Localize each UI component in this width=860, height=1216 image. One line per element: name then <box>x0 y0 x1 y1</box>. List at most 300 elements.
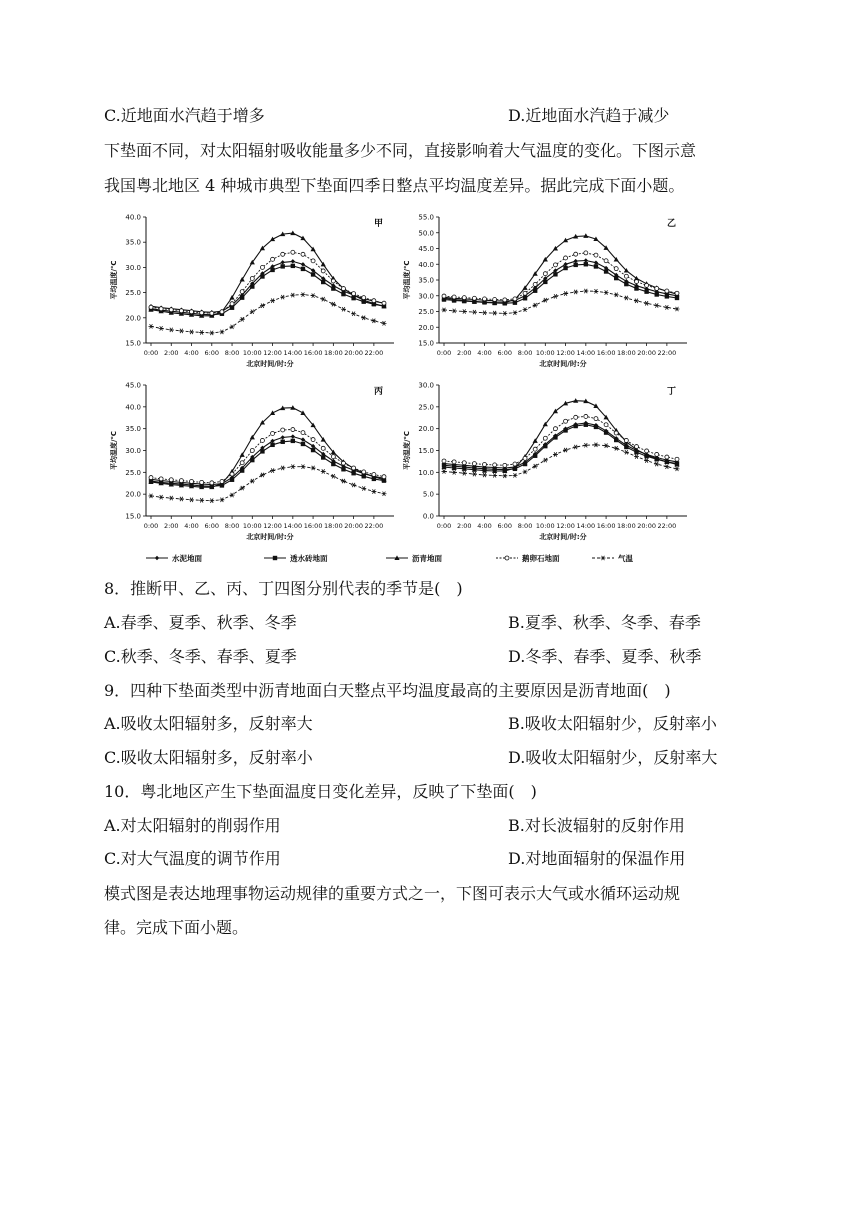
series-line-1 <box>444 423 677 468</box>
data-point <box>230 493 235 497</box>
data-point <box>260 449 264 453</box>
data-point <box>362 470 366 474</box>
y-tick-label: 50.0 <box>418 229 434 238</box>
data-point <box>543 280 547 284</box>
data-point <box>665 289 669 293</box>
y-tick-label: 30.0 <box>418 292 434 301</box>
data-point <box>199 498 204 502</box>
data-point <box>523 291 527 295</box>
y-tick-label: 45.0 <box>125 381 141 390</box>
x-tick-label: 2:00 <box>456 522 472 530</box>
q10-option-d: D.对地面辐射的保温作用 <box>508 849 686 868</box>
x-tick-label: 0:00 <box>143 522 159 530</box>
y-axis-title: 平均温度/℃ <box>110 260 118 300</box>
y-tick-label: 30.0 <box>125 263 141 272</box>
data-point <box>291 439 295 443</box>
q10-option-c: C.对大气温度的调节作用 <box>104 849 281 868</box>
x-tick-label: 12:00 <box>556 522 575 530</box>
data-point <box>270 443 274 447</box>
data-point <box>573 424 577 428</box>
data-point <box>169 496 174 500</box>
data-point <box>472 462 476 466</box>
x-tick-label: 8:00 <box>224 349 240 357</box>
y-axis-title: 平均温度/℃ <box>403 260 411 300</box>
data-point <box>280 466 285 470</box>
y-tick-label: 20.0 <box>125 490 141 499</box>
data-point <box>301 267 305 271</box>
data-point <box>442 294 446 298</box>
data-point <box>452 470 457 474</box>
option-line <box>104 106 670 126</box>
q9-options-row-1 <box>104 714 717 734</box>
data-point <box>665 455 669 459</box>
data-point <box>382 492 387 496</box>
data-point <box>513 297 517 301</box>
x-tick-label: 16:00 <box>303 349 323 357</box>
data-point <box>190 310 194 314</box>
data-point <box>240 468 244 472</box>
data-point <box>341 467 345 471</box>
data-point <box>563 428 567 432</box>
data-point <box>290 464 295 468</box>
data-point <box>382 321 387 325</box>
data-point <box>533 454 537 458</box>
x-tick-label: 22:00 <box>364 522 384 530</box>
data-point <box>321 297 326 301</box>
x-tick-label: 6:00 <box>204 522 220 530</box>
data-point <box>260 438 264 442</box>
x-tick-label: 8:00 <box>517 522 533 530</box>
legend-marker <box>155 556 159 560</box>
data-point <box>594 253 598 257</box>
data-point <box>159 326 164 330</box>
data-point <box>593 289 598 293</box>
y-tick-label: 40.0 <box>418 260 434 269</box>
data-point <box>220 480 224 484</box>
data-point <box>189 498 194 502</box>
data-point <box>250 284 254 288</box>
data-point <box>533 303 538 307</box>
y-tick-label: 45.0 <box>418 245 434 253</box>
data-point <box>311 448 315 452</box>
data-point <box>634 445 638 449</box>
data-point <box>352 292 356 296</box>
data-point <box>331 286 335 290</box>
data-point <box>573 259 577 263</box>
data-point <box>311 438 315 442</box>
x-tick-label: 18:00 <box>616 349 636 357</box>
question-8: 8．推断甲、乙、丙、丁四图分别代表的季节是( ) <box>104 579 463 598</box>
data-point <box>200 311 204 315</box>
data-point <box>573 290 578 294</box>
data-point <box>230 478 234 482</box>
data-point <box>523 296 527 300</box>
data-point <box>321 446 325 450</box>
data-point <box>624 274 628 278</box>
data-point <box>574 252 578 256</box>
data-point <box>382 475 386 479</box>
q9-option-a: A.吸收太阳辐射多，反射率大 <box>104 714 313 733</box>
data-point <box>583 443 588 447</box>
data-point <box>199 330 204 334</box>
data-point <box>230 306 234 310</box>
data-point <box>372 299 376 303</box>
y-tick-label: 25.0 <box>418 403 434 412</box>
data-point <box>291 250 295 254</box>
data-point <box>341 479 346 483</box>
q8-options-row-1 <box>104 613 701 633</box>
x-tick-label: 14:00 <box>283 522 303 530</box>
x-tick-label: 20:00 <box>344 349 363 357</box>
data-point <box>675 296 679 300</box>
y-tick-label: 5.0 <box>422 490 434 499</box>
x-tick-label: 4:00 <box>477 522 492 530</box>
x-tick-label: 6:00 <box>204 349 220 357</box>
data-point <box>240 461 244 465</box>
x-tick-label: 0:00 <box>436 522 452 530</box>
data-point <box>240 290 244 294</box>
data-point <box>341 307 346 311</box>
x-tick-label: 18:00 <box>323 522 343 530</box>
x-tick-label: 20:00 <box>637 349 656 357</box>
y-tick-label: 35.0 <box>125 425 141 434</box>
data-point <box>442 308 447 312</box>
data-point <box>331 302 336 306</box>
data-point <box>361 316 366 320</box>
data-point <box>159 495 164 499</box>
data-point <box>321 269 325 273</box>
data-point <box>654 462 659 466</box>
data-point <box>563 448 568 452</box>
data-point <box>584 258 588 262</box>
data-point <box>594 417 598 421</box>
data-point <box>664 305 669 309</box>
legend-label: 水泥地面 <box>172 554 202 563</box>
x-tick-label: 4:00 <box>184 522 199 530</box>
x-tick-label: 14:00 <box>576 522 596 530</box>
x-tick-label: 12:00 <box>263 349 282 357</box>
data-point <box>159 307 163 311</box>
data-point <box>271 257 275 261</box>
data-point <box>250 458 254 462</box>
data-point <box>624 450 629 454</box>
data-point <box>300 292 305 296</box>
data-point <box>149 494 154 498</box>
chart-panel-1 <box>109 214 394 369</box>
data-point <box>270 298 275 302</box>
data-point <box>300 410 305 415</box>
data-point <box>593 443 598 447</box>
data-point <box>230 302 234 306</box>
data-point <box>634 454 639 458</box>
x-tick-label: 16:00 <box>596 349 616 357</box>
data-point <box>341 461 345 465</box>
x-tick-label: 2:00 <box>163 522 179 530</box>
data-point <box>533 289 537 293</box>
data-point <box>190 480 194 484</box>
q8-option-b: B.夏季、秋季、冬季、春季 <box>508 613 701 632</box>
data-point <box>371 489 376 493</box>
data-point <box>351 483 356 487</box>
data-point <box>209 499 214 503</box>
data-point <box>280 264 284 268</box>
y-tick-label: 15.0 <box>418 339 434 348</box>
x-tick-label: 2:00 <box>163 349 179 357</box>
data-point <box>220 310 224 314</box>
x-tick-label: 14:00 <box>283 349 303 357</box>
x-tick-label: 12:00 <box>556 349 575 357</box>
data-point <box>594 425 598 429</box>
data-point <box>482 473 487 477</box>
data-point <box>644 458 649 462</box>
chart-panel-2 <box>402 214 687 369</box>
q8-option-c: C.秋季、冬季、春季、夏季 <box>104 647 297 666</box>
y-tick-label: 15.0 <box>125 512 141 521</box>
x-tick-label: 22:00 <box>657 349 677 357</box>
data-point <box>169 328 174 332</box>
data-point <box>553 272 557 276</box>
data-point <box>564 256 568 260</box>
panel-label: 丙 <box>374 387 384 397</box>
x-tick-label: 6:00 <box>497 349 513 357</box>
data-point <box>210 481 214 485</box>
x-tick-label: 2:00 <box>456 349 472 357</box>
x-tick-label: 22:00 <box>364 349 384 357</box>
data-point <box>644 289 648 293</box>
data-point <box>179 479 183 483</box>
data-point <box>250 276 254 280</box>
x-tick-label: 20:00 <box>344 522 363 530</box>
intro-line-1: 下垫面不同，对太阳辐射吸收能量多少不同，直接影响着大气温度的变化。下图示意 <box>104 141 697 160</box>
y-tick-label: 20.0 <box>418 323 434 332</box>
y-tick-label: 35.0 <box>418 276 434 285</box>
q8-options-row-2 <box>104 647 702 667</box>
data-point <box>372 473 376 477</box>
data-point <box>614 446 619 450</box>
data-point <box>492 311 497 315</box>
y-tick-label: 40.0 <box>125 403 141 412</box>
chart-panel-3 <box>109 382 394 542</box>
data-point <box>634 286 638 290</box>
data-point <box>462 309 467 313</box>
data-point <box>664 464 669 468</box>
data-point <box>483 462 487 466</box>
data-point <box>553 294 558 298</box>
data-point <box>321 455 325 459</box>
x-tick-label: 4:00 <box>477 349 492 357</box>
series-line-2 <box>444 425 677 470</box>
data-point <box>281 428 285 432</box>
q10-options-row-2 <box>104 849 686 869</box>
data-point <box>493 298 497 302</box>
data-point <box>250 449 254 453</box>
data-point <box>229 295 234 300</box>
data-point <box>604 259 608 263</box>
q9-options-row-2 <box>104 748 718 768</box>
data-point <box>280 435 284 439</box>
data-point <box>614 267 618 271</box>
panel-label: 甲 <box>374 219 384 229</box>
series-line-2 <box>151 266 384 315</box>
data-point <box>604 430 608 434</box>
x-axis-title: 北京时间/时:分 <box>246 533 294 541</box>
data-point <box>300 464 305 468</box>
data-point <box>382 301 386 305</box>
data-point <box>280 440 284 444</box>
data-point <box>301 252 305 256</box>
chart-legend <box>146 553 633 563</box>
data-point <box>281 252 285 256</box>
data-point <box>331 455 335 459</box>
data-point <box>513 462 517 466</box>
data-point <box>271 431 275 435</box>
data-point <box>482 311 487 315</box>
data-point <box>624 445 628 449</box>
legend-label: 鹅卵石地面 <box>522 554 560 563</box>
series-line-1 <box>151 261 384 312</box>
y-tick-label: 30.0 <box>418 381 434 390</box>
data-point <box>331 474 336 478</box>
data-point <box>573 445 578 449</box>
x-tick-label: 16:00 <box>303 522 323 530</box>
data-point <box>502 311 507 315</box>
data-point <box>553 435 557 439</box>
data-point <box>341 287 345 291</box>
q9-option-d: D.吸收太阳辐射少，反射率大 <box>508 748 718 767</box>
data-point <box>654 303 659 307</box>
x-tick-label: 10:00 <box>242 522 262 530</box>
data-point <box>341 292 345 296</box>
data-point <box>321 469 326 473</box>
data-point <box>462 461 466 465</box>
data-point <box>584 423 588 427</box>
paragraph-line-2: 律。完成下面小题。 <box>104 918 249 937</box>
x-axis-title: 北京时间/时:分 <box>539 360 587 368</box>
option-d: D.近地面水汽趋于减少 <box>508 106 670 125</box>
data-point <box>270 468 275 472</box>
data-point <box>462 471 467 475</box>
data-point <box>604 423 608 427</box>
q8-option-d: D.冬季、春季、夏季、秋季 <box>508 647 702 666</box>
legend-marker <box>601 556 606 560</box>
data-point <box>169 308 173 312</box>
data-point <box>351 471 355 475</box>
data-point <box>472 472 477 476</box>
paragraph-line-1: 模式图是表达地理事物运动规律的重要方式之一，下图可表示大气或水循环运动规 <box>104 884 681 903</box>
data-point <box>574 415 578 419</box>
data-point <box>614 276 618 280</box>
data-point <box>523 470 528 474</box>
data-point <box>189 330 194 334</box>
data-point <box>452 309 457 313</box>
data-point <box>240 295 244 299</box>
x-tick-label: 22:00 <box>657 522 677 530</box>
intro-line-2: 我国粤北地区 4 种城市典型下垫面四季日整点平均温度差异。据此完成下面小题。 <box>104 176 685 195</box>
q10-options-row-1 <box>104 816 685 836</box>
x-tick-label: 16:00 <box>596 522 616 530</box>
data-point <box>219 330 224 334</box>
y-tick-label: 30.0 <box>125 447 141 455</box>
data-point <box>352 466 356 470</box>
data-point <box>442 459 446 463</box>
option-c: C.近地面水汽趋于增多 <box>104 106 265 125</box>
data-point <box>584 414 588 418</box>
data-point <box>260 274 264 278</box>
series-line-4 <box>151 430 384 483</box>
series-line-2 <box>151 441 384 486</box>
data-point <box>250 479 255 483</box>
data-point <box>159 477 163 481</box>
series-line-1 <box>151 437 384 485</box>
x-axis-title: 北京时间/时:分 <box>539 533 587 541</box>
data-point <box>502 474 507 478</box>
data-point <box>665 294 669 298</box>
data-point <box>311 259 315 263</box>
data-point <box>291 434 295 438</box>
data-point <box>452 295 456 299</box>
data-point <box>362 296 366 300</box>
data-point <box>523 456 527 460</box>
data-point <box>179 329 184 333</box>
y-tick-label: 15.0 <box>418 447 434 455</box>
data-point <box>523 307 528 311</box>
data-point <box>442 469 447 473</box>
q10-option-a: A.对太阳辐射的削弱作用 <box>104 816 281 835</box>
data-point <box>655 287 659 291</box>
data-point <box>644 301 649 305</box>
y-axis-title: 平均温度/℃ <box>403 430 411 471</box>
data-point <box>290 293 295 297</box>
y-axis-title: 平均温度/℃ <box>110 430 118 471</box>
y-tick-label: 35.0 <box>125 238 141 247</box>
q10-option-b: B.对长波辐射的反射作用 <box>508 816 685 835</box>
y-tick-label: 0.0 <box>422 512 434 521</box>
data-point <box>280 295 285 299</box>
y-tick-label: 15.0 <box>125 339 141 348</box>
data-point <box>533 282 537 286</box>
data-point <box>594 260 598 264</box>
legend-label: 沥青地面 <box>412 554 442 563</box>
data-point <box>543 436 547 440</box>
series-line-4 <box>444 416 677 465</box>
x-tick-label: 10:00 <box>535 349 555 357</box>
legend-marker <box>505 556 509 560</box>
data-point <box>149 305 153 309</box>
question-9: 9．四种下垫面类型中沥青地面白天整点平均温度最高的主要原因是沥青地面( ) <box>104 681 671 700</box>
data-point <box>604 269 608 273</box>
data-point <box>584 251 588 255</box>
data-point <box>634 280 638 284</box>
x-tick-label: 12:00 <box>263 522 282 530</box>
panel-label: 乙 <box>667 219 677 229</box>
legend-marker <box>273 556 277 560</box>
data-point <box>311 272 315 276</box>
data-point <box>472 310 477 314</box>
data-point <box>624 438 628 442</box>
data-point <box>452 460 456 464</box>
data-point <box>614 431 618 435</box>
data-point <box>543 298 548 302</box>
data-point <box>240 277 245 282</box>
data-point <box>240 452 245 457</box>
data-point <box>179 497 184 501</box>
data-point <box>584 262 588 266</box>
x-tick-label: 8:00 <box>517 349 533 357</box>
data-point <box>553 427 557 431</box>
x-tick-label: 20:00 <box>637 522 656 530</box>
series-line-4 <box>444 253 677 300</box>
y-tick-label: 20.0 <box>125 314 141 323</box>
